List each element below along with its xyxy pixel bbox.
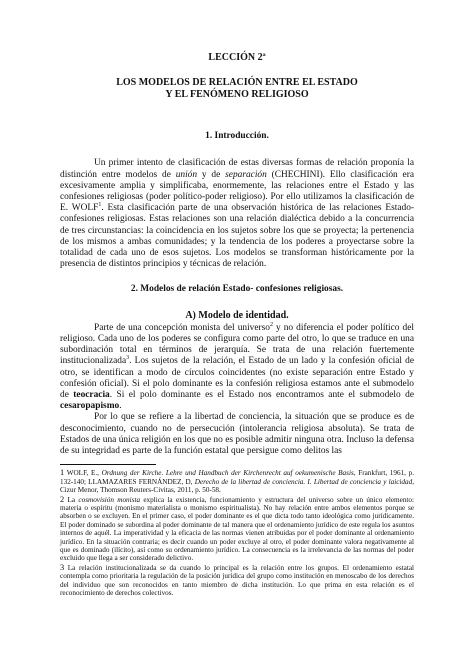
footnote-ref-3[interactable]: 3 — [126, 355, 130, 362]
section-2-subheading: A) Modelo de identidad. — [185, 309, 289, 321]
footnote-ref-2[interactable]: 2 — [269, 321, 273, 328]
title-line-2: Y EL FENÓMENO RELIGIOSO — [165, 89, 309, 101]
footnote-ref-1[interactable]: 1 — [98, 202, 102, 209]
footnote-3: 3 La relación institucionalizada se da cuando lo principal es la relación entre los grupos. El ordenamiento estatal contempla como prioritaria la regulación de la posición jurídica del grupo como institución en menoscabo de los derechos del individuo que son reconocidos en tanto miembro de dicha institución. Lo que prima en esta relación es el reconocimiento de derechos colectivos. — [60, 562, 414, 597]
footnote-1: 1 WOLF, E., Ordnung der Kirche. Lehre und Handbuch der Kirchenrecht auf oekumenische Basis, Frankfurt, 1961, p. 132-140; LLAMAZARES FERNÁNDEZ, D, Derecho de la libertad de conciencia. I. Libertad de conciencia y laicidad, Cizur Menor, Thomson Reuters-Civitas, 2011, p. 50-58. — [60, 468, 415, 495]
lesson-label: LECCIÓN 2ª — [208, 52, 266, 63]
footnote-2: 2 La cosmovisión monista explica la existencia, funcionamiento y estructura del universo sobre un único elemento: materia o espíritu (monismo materialista o monismo espiritualista). No hay relación entre ambos elementos porque se absorben o se excluyen. En el primer caso, el poder dominante es el que dicta todo tanto ideológica como jurídicamente. El poder dominado se subordina al poder dominante de tal manera que el ordenamiento jurídico de este regula los asuntos internos de aquél. La imperatividad y la eficacia de las normas vienen atribuidas por el poder dominante al ordenamiento jurídico. En la situación contraria; es decir cuando un poder excluye al otro, el poder dominante valora negativamente al que es dominado (ilícito), así como su ordenamiento jurídico. La consecuencia es la irrelevancia de las normas del poder excluido que llega a ser considerado delictivo. — [60, 494, 415, 563]
section-2-paragraph-2: Por lo que se refiere a la libertad de conciencia, la situación que se produce es de desconocimiento, cuando no de persecución (intolerancia religiosa absoluta). Se trata de Estados de una única religión en los que no es posible admitir ninguna otra. Incluso la defensa de su integridad es parte de la función estatal que persigue como delitos las — [60, 412, 414, 457]
section-1-heading: 1. Introducción. — [205, 131, 269, 142]
title-line-1: LOS MODELOS DE RELACIÓN ENTRE EL ESTADO — [116, 77, 358, 89]
section-2-paragraph-1: Parte de una concepción monista del universo$^2$ y no diferencia el poder político del religioso. Cada uno de los poderes se configura como parte del otro, lo que se traduce en una subordinación total en términos de jerarquía. Se trata de una relación fuertemente institucionalizada$^3$. Los sujetos de la relación, el Estado de un lado y la confesión oficial de otro, se identifican a modo de círculos coincidentes (no existe separación entre Estado y confesión oficial). Si el polo dominante es la confesión religiosa estamos ante el submodelo de teocracia. Si el polo dominante es el Estado nos encontramos ante el submodelo de cesaropapismo. — [60, 321, 414, 412]
section-2-heading: 2. Modelos de relación Estado- confesiones religiosas. — [130, 284, 344, 295]
page-title — [60, 77, 414, 101]
section-1-paragraph: Un primer intento de clasificación de estas diversas formas de relación proponía la distinción entre modelos de unión y de separación (CHECHINI). Ello clasificación era excesivamente amplia y simplificaba, enormemente, las relaciones entre el Estado y las confesiones religiosas (poder político-poder religioso). Por ello utilizamos la clasificación de E. WOLF$^1$. Esta clasificación parte de una observación histórica de las relaciones Estado-confesiones religiosas. Estas relaciones son una relación dialéctica debido a la concurrencia de tres circunstancias: la coincidencia en los sujetos sobre los que se proyecta; la pertenencia de los mismos a ambas comunidades; y la tendencia de los poderes a proyectarse sobre la totalidad de cada uno de esos sujetos. Los modelos se transforman históricamente por la presencia de distintos principios y técnicas de relación. — [60, 158, 415, 270]
footnote-divider — [60, 464, 156, 465]
